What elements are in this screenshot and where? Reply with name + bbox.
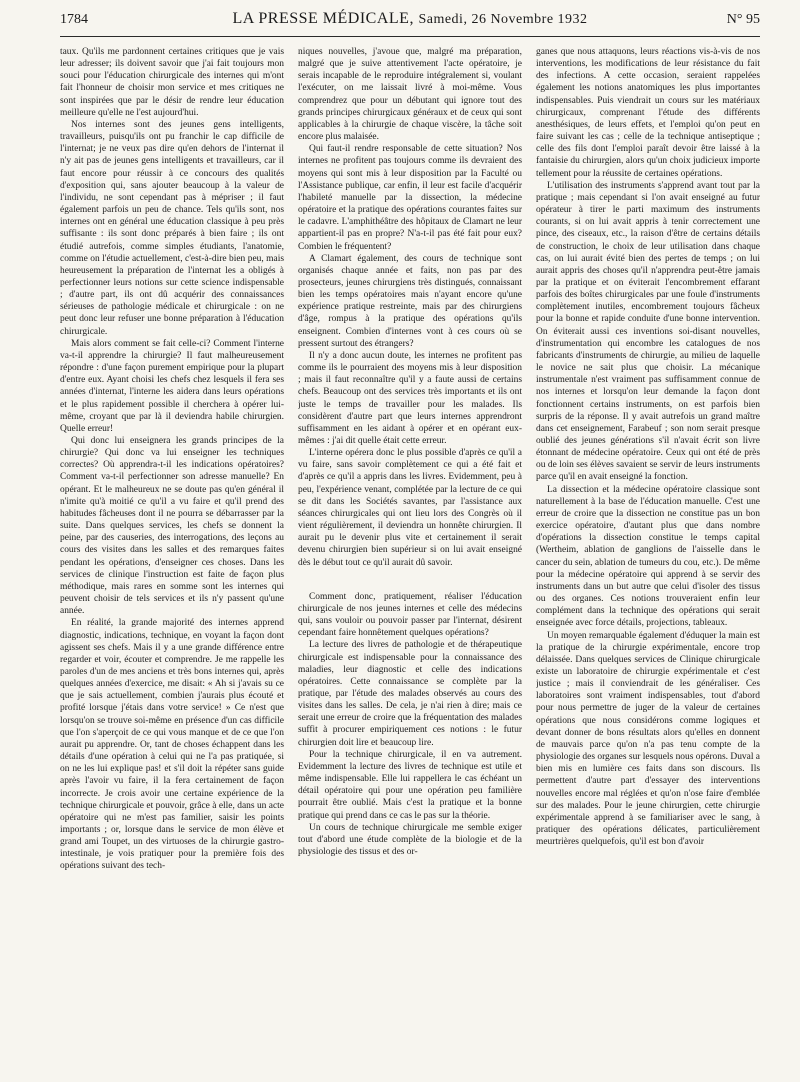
paragraph: Il n'y a donc aucun doute, les internes ne profitent pas comme ils le pourraient des moyens mis à leur disposition ; mais il faut reconnaître qu'il y a faute aussi de certains chefs. Beaucoup ont des services très importants et ils ont juste le temps de travailler pour les malades. Ils considèrent d'autre part que leurs internes apprendront suffisamment en les aidant à opérer et en opérant eux-mêmes : j'ai dit quelle était cette erreur. (298, 350, 522, 446)
column-3 (536, 46, 760, 1076)
paragraph: L'interne opérera donc le plus possible d'après ce qu'il a vu faire, sans savoir complètement ce qui a été fait et d'après ce qu'il a appris dans les livres. Evidemment, peu à peu, l'expérience venant, complétée par la lecture de ce qui se dit dans les Sociétés savantes, par l'assistance aux séances chirurgicales qui ont lieu lors des Congrès où il vient régulièrement, il deviendra un honnête chirurgien. Il aurait pu le devenir plus vite et certainement il serait devenu chirurgien bien supérieur si on lui avait enseigné dès le début tout ce qu'il aurait dû savoir. (298, 448, 522, 568)
paragraph: Mais alors comment se fait celle-ci? Comment l'interne va-t-il apprendre la chirurgie? Il faut malheureusement répondre : d'une façon purement empirique pour la plupart d'entre eux. Ayant choisi les chefs chez lesquels il fera ses années d'internat, l'interne les aidera dans leurs opérations et le plus rapidement possible il cherchera à opérer lui-même, croyant que par là il deviendra habile chirurgien. Quelle erreur! (60, 338, 284, 434)
journal-title (60, 10, 760, 28)
paragraph: Qui faut-il rendre responsable de cette situation? Nos internes ne profitent pas toujours comme ils devraient des moyens qui sont mis à leur disposition par la Faculté ou l'Assistance publique, car enfin, il leur est facile d'acquérir l'habileté manuelle par la dissection, la médecine opératoire et la pratique des opérations courantes faites sur le cadavre. L'amphithéâtre des hôpitaux de Clamart ne leur appartient-il pas en propre? N'a-t-il pas été fait pour eux? Combien le fréquentent? (298, 144, 522, 252)
column-1 (60, 46, 284, 1076)
paragraph: Qui donc lui enseignera les grands principes de la chirurgie? Qui donc va lui enseigner les techniques correctes? Où apprendra-t-il les indications opératoires? Comment va-t-il perfectionner son adresse manuelle? En opérant. Et le malheureux ne se doute pas qu'en général il n'imite qu'à moitié ce qu'il a vu faire et qu'il prend des habitudes fâcheuses dont il ne pourra se débarrasser par la suite. Dans quelques services, les chefs se donnent la peine, par des causeries, des interrogations, des leçons au cours des visites dans les salles et des remarques faites pendant les opérations, d'enseigner ces choses. Dans les services de clinique l'instruction est faite de façon plus méthodique, mais rares en somme sont les internes qui peuvent choisir de tels services et ils n'y passent qu'une année. (60, 436, 284, 617)
page-number: 1784 (60, 12, 88, 27)
paragraph: Un moyen remarquable également d'éduquer la main est la pratique de la chirurgie expérimentale, encore trop délaissée. Dans quelques services de Clinique chirurgicale existe un laboratoire de chirurgie expérimentale et c'est justice ; mais il conviendrait de les généraliser. Ces laboratoires sont vraiment indispensables, tout d'abord pour nous permettre de juger de la valeur de certaines opérations que nous considérons comme logiques et devant donner de bons résultats alors qu'elles en donnent de mauvais parce qu'on n'a pas tenu compte de la physiologie des organes sur lesquels nous opérons. Duval a bien mis en lumière ces faits dans son discours. Ils permettent d'autre part d'essayer des interventions nouvelles encore mal réglées et qu'on n'ose faire d'emblée sur des malades. Pour le jeune chirurgien, cette chirurgie expérimentale apprend à se familiariser avec le sang, à pratiquer des opérations délicates, particulièrement meurtrières quelquefois, qu'il est bon d'avoir (536, 630, 760, 848)
paragraph: Pour la technique chirurgicale, il en va autrement. Evidemment la lecture des livres de technique est utile et même indispensable. Elle lui rappellera le cas échéant un détail opératoire qui pour une opération peu familière pourrait être oublié. Mais c'est la pratique et la bonne pratique qui prend dans ce cas le pas sur la théorie. (298, 749, 522, 821)
page-header (60, 6, 760, 37)
issue-date: Samedi, 26 Novembre 1932 (418, 12, 588, 27)
paragraph: Un cours de technique chirurgicale me semble exiger tout d'abord une étude complète de la biologie et de la physiologie des tissus et des or- (298, 822, 522, 857)
paragraph: La dissection et la médecine opératoire classique sont naturellement à la base de l'éducation manuelle. C'est une erreur de croire que la dissection ne constitue pas un bon exercice opératoire, d'autant plus que dans nombre d'opérations la dissection constitue le temps capital (Wertheim, ablation de ganglions de l'aisselle dans le cancer du sein, ablation de tumeurs du cou, etc.). De même pour la médecine opératoire qui apprend à se servir des instruments dans un but autre que celui d'isoler des tissus ou des organes. Ces notions trouveraient enfin leur complément dans la technique des opérations qui serait enseignée avec force détails, projections, tableaux. (536, 484, 760, 629)
paragraph: ganes que nous attaquons, leurs réactions vis-à-vis de nos interventions, les modifications de leur résistance du fait des infections. A cette occasion, seraient rappelées également les notions anatomiques les plus importantes indispensables. Puis viendrait un cours sur les matériaux chirurgicaux, comprenant l'étude des différents anesthésiques, de leurs effets, et l'emploi qu'on peut en faire suivant les cas ; celle de la technique antiseptique ; celle des fils dont l'emploi paraît devoir être laissé à la fantaisie du chirurgien, alors qu'un choix judicieux importe tellement pour la réussite de certaines opérations. (536, 47, 760, 179)
paragraph: taux. Qu'ils me pardonnent certaines critiques que je vais leur adresser; ils doivent savoir que j'ai fait toujours mon souci pour l'éducation chirurgicale des internes qui m'ont fait l'honneur de choisir mon service et mes critiques ne sont inspirées que par le désir de rendre leur éducation meilleure qu'elle ne l'est aujourd'hui. (60, 47, 284, 118)
journal-name: LA PRESSE MÉDICALE, (232, 10, 414, 27)
paragraph: Nos internes sont des jeunes gens intelligents, travailleurs, puisqu'ils ont pu franchir le cap difficile de l'internat; je ne veux pas dire qu'en dehors de l'internat il n'y ait pas de jeunes gens intelligents et travailleurs, car il faut encore pour réussir à ce concours des qualités d'exposition qui, sans ajouter beaucoup à la valeur de l'individu, ne sont cependant pas à mépriser ; il faut également parfois un peu de chance. Tels qu'ils sont, nos internes ont en général une éducation classique à peu près suffisante : ils sont donc préparés à bien faire ; ils ont étudié autrefois, comme simples étudiants, l'anatomie, comme on l'étudie actuellement, c'est-à-dire bien peu, mais heureusement la préparation de l'internat les a obligés à perfectionner leurs notions sur cette science indispensable ; d'autre part, ils ont dû acquérir des connaissances sérieuses de pathologie médicale et chirurgicale : on ne peut donc leur refuser une bonne préparation à l'éducation chirurgicale. (60, 119, 284, 337)
paragraph: L'utilisation des instruments s'apprend avant tout par la pratique ; mais cependant si l'on avait enseigné au futur opérateur à tirer le parti maximum des instruments courants, si on lui avait appris à tenir correctement une pince, des ciseaux, etc., la raison d'être de certains détails de construction, le choix de leur utilisation dans chaque cas, on lui aurait évité bien des pertes de temps ; on lui aurait appris des choses qu'il n'apprendra peut-être jamais par la pratique et on éviterait l'encombrement effarant parfois des boîtes chirurgicales par une foule d'instruments complètement inutiles, encombrement toujours fâcheux pour la bonne et rapide conduite d'une bonne intervention. On éviterait aussi ces inventions soi-disant nouvelles, d'instrumentation qui encombre les catalogues de nos fabricants d'instruments de chirurgie, au milieu de laquelle le novice ne sait plus que choisir. La mécanique instrumentale n'est vraiment pas suffisamment connue de nos internes et lorsqu'on leur demande la façon dont fonctionnent certains instruments, on est parfois bien surpris de la réponse. Il y avait autrefois un grand maître dans cet enseignement, Farabeuf ; son nom serait presque oublié des jeunes générations s'il n'avait écrit son livre étonnant de médecine opératoire. Ceux qui ont été de près ou de loin ses élèves savaient se servir de leurs instruments parce qu'il en avait enseigné la fonction. (536, 180, 760, 483)
paragraph: La lecture des livres de pathologie et de thérapeutique chirurgicale est indispensable pour la connaissance des maladies, leur diagnostic et celle des indications opératoires. Cette connaissance se complète par la pratique, par l'étude des malades observés au cours des visites dans les salles. De cela, je n'ai rien à dire; mais ce serait une erreur de croire que la fréquentation des malades suffit à procurer empiriquement ces notions : le futur chirurgien doit lire et beaucoup lire. (298, 640, 522, 748)
column-2 (298, 46, 522, 1076)
issue-number: N° 95 (726, 12, 760, 27)
article-body (60, 46, 760, 1076)
paragraph: A Clamart également, des cours de technique sont organisés chaque année et faits, non pas par des prosecteurs, jeunes chirurgiens très distingués, connaissant bien les temps opératoires mais n'ayant encore qu'une expérience pratique restreinte, mais par des chirurgiens d'âge, rompus à la pratique des opérations qu'ils enseignent. Combien d'internes vont à ces cours où se pressent surtout des étrangers? (298, 253, 522, 349)
paragraph: En réalité, la grande majorité des internes apprend diagnostic, indications, technique, en voyant la façon dont agissent ses chefs. Mais il y a une grande différence entre regarder et voir, écouter et comprendre. Je me rappelle les paroles d'un de mes anciens et très bons internes qui, après quelques années d'exercice, me disait: « Ah si j'avais su ce que je sais actuellement, combien j'aurais plus écouté et profité lorsque j'étais dans votre service! » Ce n'est que lorsqu'on se trouve soi-même en présence d'un cas difficile que l'on s'aperçoit de ce qui vous manque et de ce que l'on aurait pu apprendre. Or, tant de choses échappent dans les détails d'une opération à celui qui ne l'a pas pratiquée, si on ne les lui explique pas! et s'il doit la répéter sans guide après l'avoir vu faire, il la fera certainement de façon incorrecte. Je crois avoir une certaine expérience de la technique chirurgicale et pouvoir, grâce à elle, dans un acte opératoire qui ne m'est pas familier, saisir les points importants ; or, lorsque dans le service de mon élève et grand ami Toupet, un des virtuoses de la chirurgie gastro-intestinale, je vois pratiquer pour la première fois des opérations suivant des tech- (60, 618, 284, 872)
paragraph: Comment donc, pratiquement, réaliser l'éducation chirurgicale de nos jeunes internes et celle des médecins qui, sans vouloir ou pouvoir passer par l'internat, désirent cependant faire honnêtement quelques opérations? (298, 591, 522, 639)
paragraph: niques nouvelles, j'avoue que, malgré ma préparation, malgré que je suive attentivement l'acte opératoire, je serais incapable de le reproduire intégralement si, voulant l'exécuter, on me laissait livré à moi-même. Vous comprendrez que pour un débutant qui ignore tout des grands principes chirurgicaux généraux et de ceux qui sont applicables à la chirurgie de chaque viscère, la tâche soit encore plus malaisée. (298, 47, 522, 143)
